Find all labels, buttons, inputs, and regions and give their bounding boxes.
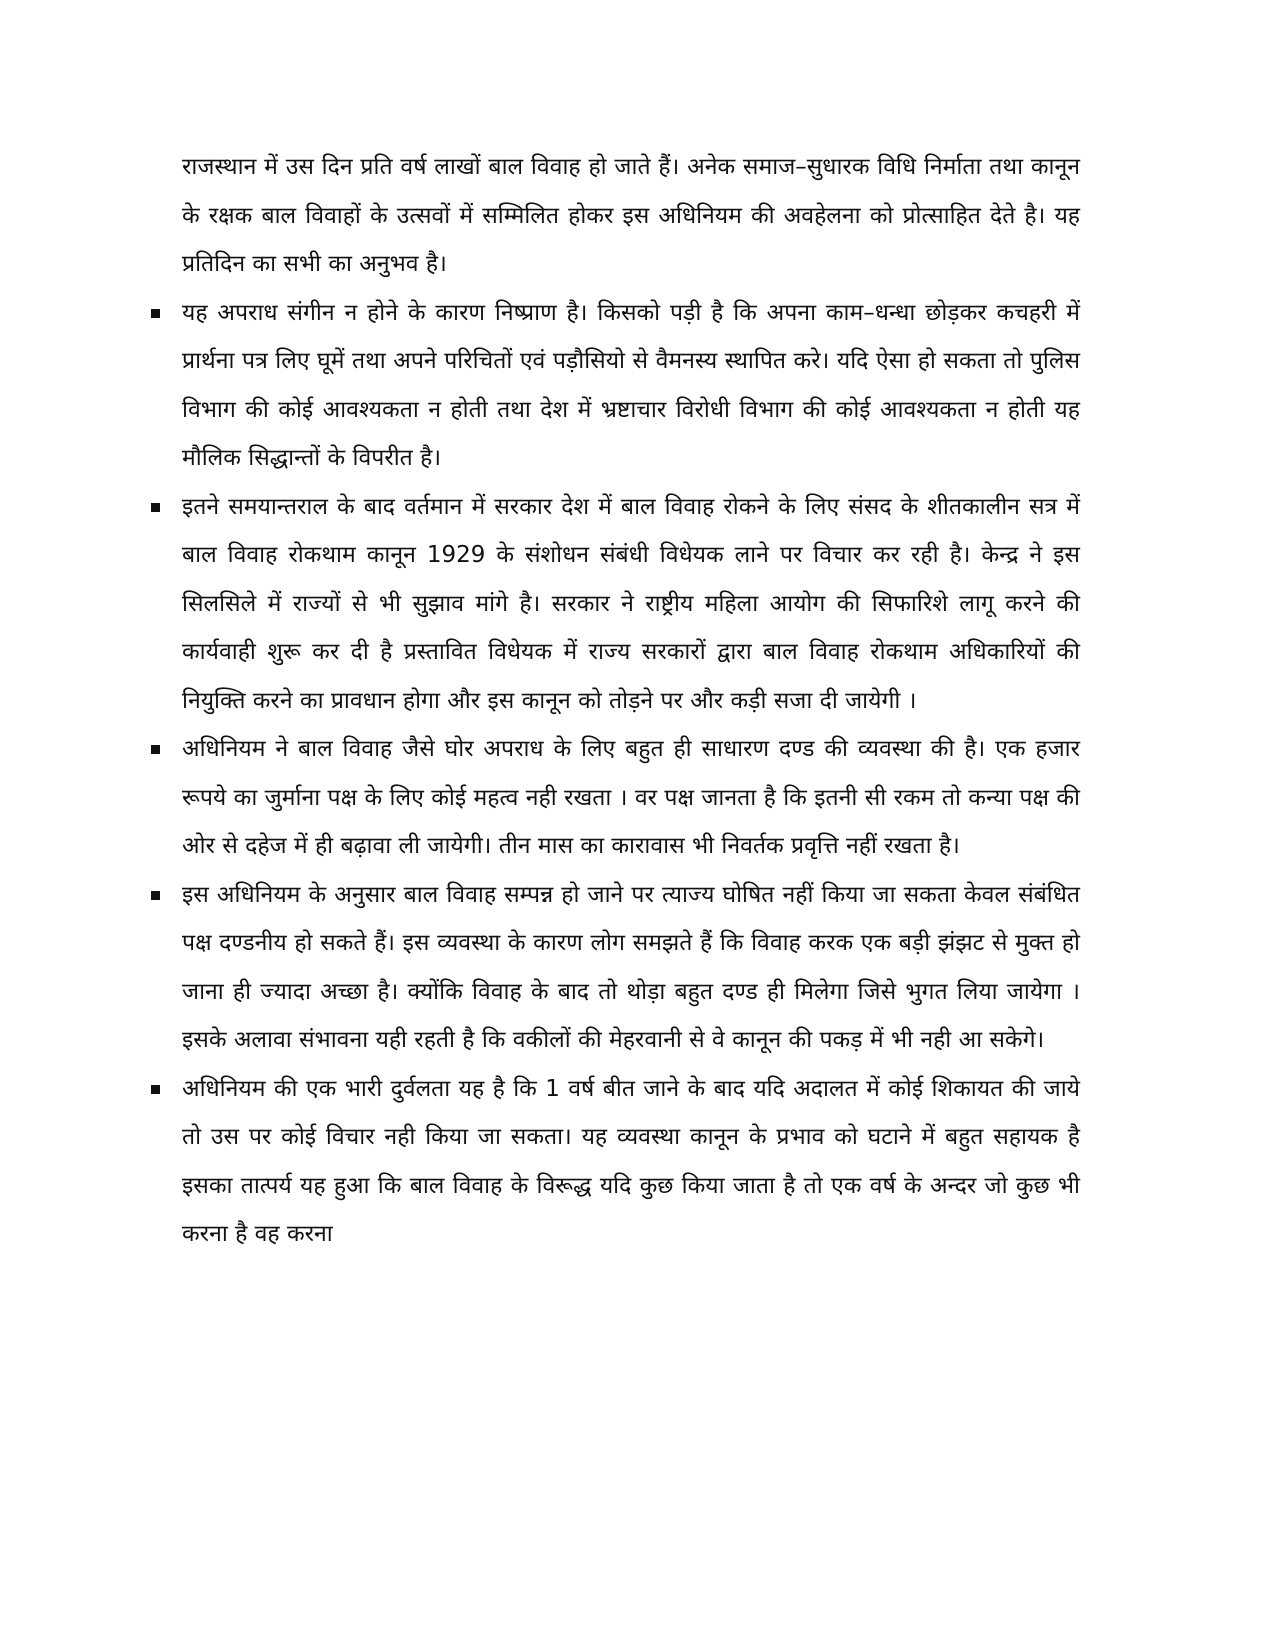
square-bullet-icon <box>151 745 160 754</box>
bullet-item <box>182 725 1080 871</box>
bullet-item <box>182 483 1080 726</box>
square-bullet-icon <box>151 1085 160 1094</box>
bullet-text: इस अधिनियम के अनुसार बाल विवाह सम्पन्न हो जाने पर त्याज्य घोषित नहीं किया जा सकता केवल संबंधित पक्ष दण्डनीय हो सकते हैं। इस व्यवस्था के कारण लोग समझते हैं कि विवाह करक एक बड़ी झंझट से मुक्त हो जाना ही ज्यादा अच्छा है। क्योंकि विवाह के बाद तो थोड़ा बहुत दण्ड ही मिलेगा जिसे भुगत लिया जायेगा । इसके अलावा संभावना यही रहती है कि वकीलों की मेहरवानी से वे कानून की पकड़ में भी नही आ सकेगे। <box>182 881 1080 1053</box>
bullet-text: अधिनियम ने बाल विवाह जैसे घोर अपराध के लिए बहुत ही साधारण दण्ड की व्यवस्था की है। एक हजार रूपये का जुर्माना पक्ष के लिए कोई महत्व नही रखता । वर पक्ष जानता है कि इतनी सी रकम तो कन्या पक्ष की ओर से दहेज में ही बढ़ावा ली जायेगी। तीन मास का कारावास भी निवर्तक प्रवृत्ति नहीं रखता है। <box>182 736 1080 859</box>
bullet-item <box>182 1065 1080 1259</box>
square-bullet-icon <box>151 503 160 512</box>
document-body <box>182 143 1080 1259</box>
bullet-item <box>182 871 1080 1065</box>
bullet-text: अधिनियम की एक भारी दुर्वलता यह है कि 1 वर्ष बीत जाने के बाद यदि अदालत में कोई शिकायत की जाये तो उस पर कोई विचार नही किया जा सकता। यह व्यवस्था कानून के प्रभाव को घटाने में बहुत सहायक है इसका तात्पर्य यह हुआ कि बाल विवाह के विरूद्ध यदि कुछ किया जाता है तो एक वर्ष के अन्दर जो कुछ भी करना है वह करना <box>182 1075 1080 1247</box>
bullet-text: इतने समयान्तराल के बाद वर्तमान में सरकार देश में बाल विवाह रोकने के लिए संसद के शीतकालीन सत्र में बाल विवाह रोकथाम कानून 1929 के संशोधन संबंधी विधेयक लाने पर विचार कर रही है। केन्द्र ने इस सिलसिले में राज्यों से भी सुझाव मांगे है। सरकार ने राष्ट्रीय महिला आयोग की सिफारिशे लागू करने की कार्यवाही शुरू कर दी है प्रस्तावित विधेयक में राज्य सरकारों द्वारा बाल विवाह रोकथाम अधिकारियों की नियुक्ति करने का प्रावधान होगा और इस कानून को तोड़ने पर और कड़ी सजा दी जायेगी । <box>182 493 1080 714</box>
square-bullet-icon <box>151 891 160 900</box>
bullet-text: यह अपराध संगीन न होने के कारण निष्प्राण है। किसको पड़ी है कि अपना काम–धन्धा छोड़कर कचहरी में प्रार्थना पत्र लिए घूमें तथा अपने परिचितों एवं पड़ौसियो से वैमनस्य स्थापित करे। यदि ऐसा हो सकता तो पुलिस विभाग की कोई आवश्यकता न होती तथा देश में भ्रष्टाचार विरोधी विभाग की कोई आवश्यकता न होती यह मौलिक सिद्धान्तों के विपरीत है। <box>182 299 1080 471</box>
bullet-item <box>182 289 1080 483</box>
intro-paragraph: राजस्थान में उस दिन प्रति वर्ष लाखों बाल विवाह हो जाते हैं। अनेक समाज–सुधारक विधि निर्माता तथा कानून के रक्षक बाल विवाहों के उत्सवों में सम्मिलित होकर इस अधिनियम की अवहेलना को प्रोत्साहित देते है। यह प्रतिदिन का सभी का अनुभव है। <box>182 154 1080 277</box>
square-bullet-icon <box>151 309 160 318</box>
